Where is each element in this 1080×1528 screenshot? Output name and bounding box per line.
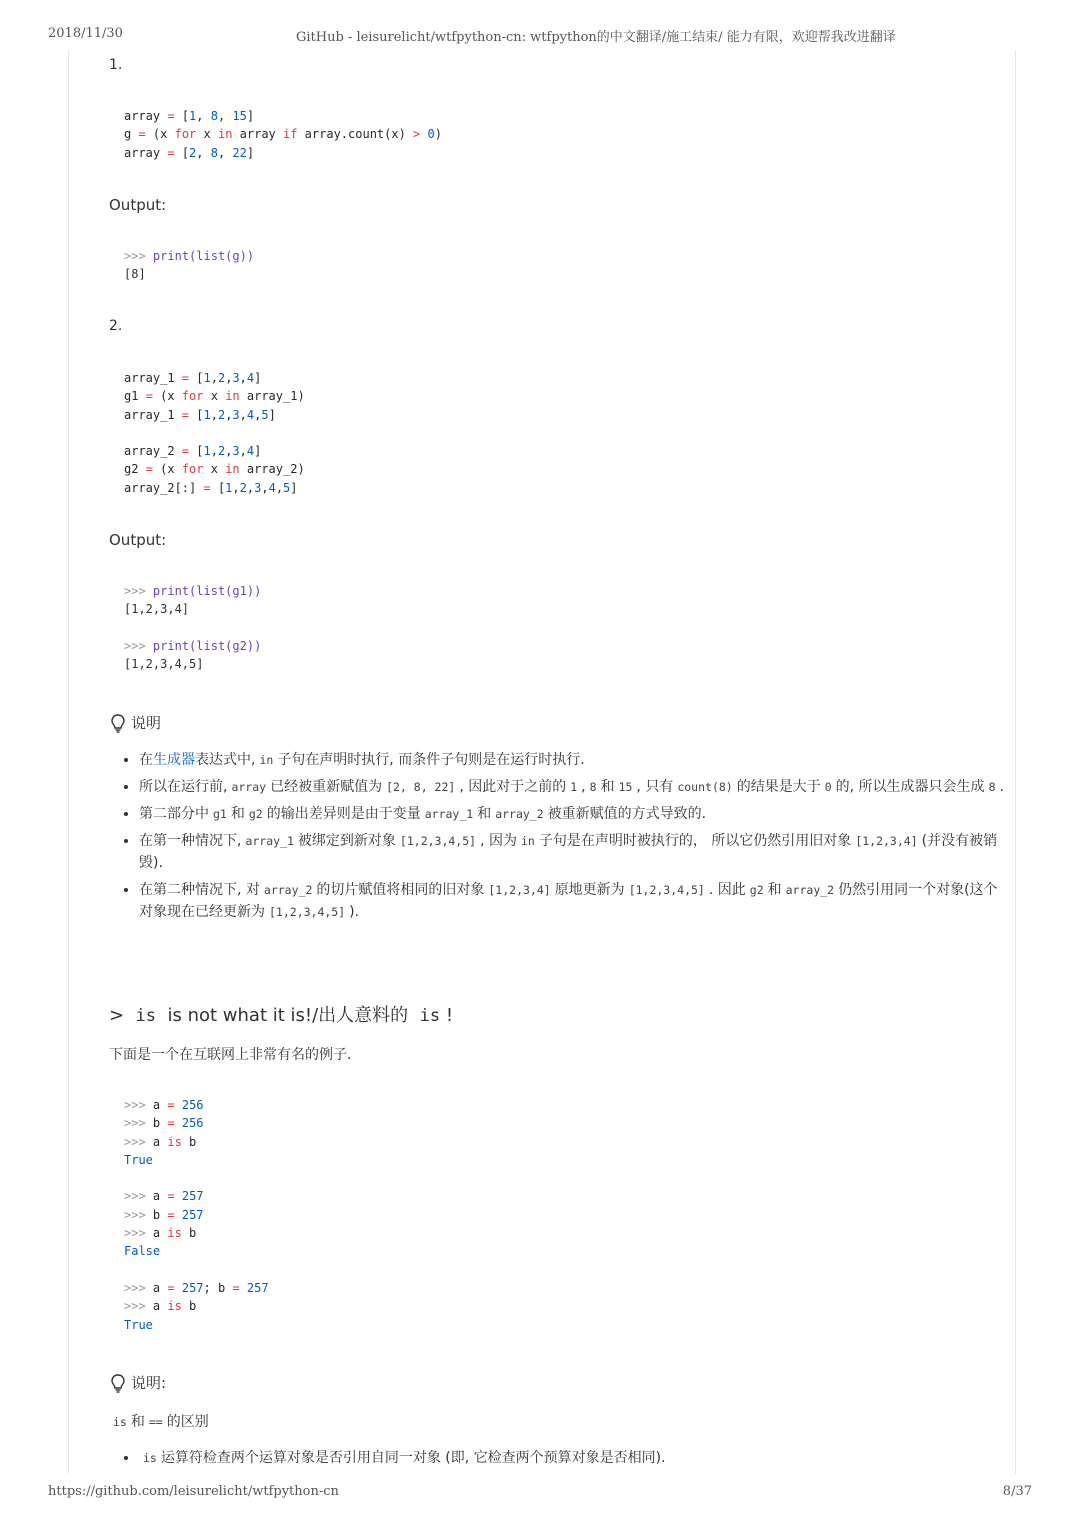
- output-expr-g2: print(list(g2)): [152, 638, 262, 653]
- output-expr-g1: print(list(g1)): [152, 584, 262, 598]
- item-number-1: 1.: [109, 57, 123, 73]
- article-body: [68, 50, 1016, 1474]
- page-number: 8/37: [1002, 1484, 1032, 1499]
- explanation-heading-text: 说明: [131, 714, 162, 732]
- explanation-heading: [109, 712, 161, 733]
- section-marker: >: [109, 1005, 125, 1026]
- section-intro: 下面是一个在互联网上非常有名的例子.: [109, 1047, 352, 1063]
- output-result: [8]: [124, 267, 146, 282]
- lightbulb-icon: [109, 713, 127, 733]
- print-footer: [48, 1484, 1032, 1504]
- item-number-2: 2.: [109, 318, 123, 334]
- code-block-1: array = [1, 8, 15] g = (x for x in array if array.count(x) > 0) array = [2, 8, 22]: [124, 109, 442, 160]
- list-item: • 在生成器表达式中, in 子句在声明时执行, 而条件子句则是在运行时执行.: [139, 749, 1009, 771]
- list-item: • 在第二种情况下, 对 array_2 的切片赋值将相同的旧对象 [1,2,3,4] 原地更新为 [1,2,3,4,5] . 因此 g2 和 array_2 仍然引用同一个对象(这个对象现在已经更新为 [1,2,3,4,5] ).: [139, 879, 1009, 923]
- output-block-2: >>> print(list(g1)) [1,2,3,4] >>> print(list(g2)) [1,2,3,4,5]: [124, 584, 262, 672]
- section-heading: > is is not what it is!/出人意料的 is !: [109, 1005, 454, 1026]
- footer-url: https://github.com/leisurelicht/wtfpython-cn: [48, 1484, 339, 1499]
- code-block-2: array_1 = [1,2,3,4] g1 = (x for x in array_1) array_1 = [1,2,3,4,5] array_2 = [1,2,3,4] g2 = (x for x in array_2) array_2[:] = [1,2,3,4,5]: [124, 371, 305, 495]
- generator-link[interactable]: 生成器: [153, 752, 195, 768]
- output-label-1: Output:: [109, 196, 167, 214]
- list-item: • is 运算符检查两个运算对象是否引用自同一对象 (即, 它检查两个预算对象是否相同).: [139, 1447, 1009, 1469]
- output-label-2: Output:: [109, 531, 167, 549]
- output-block-1: >>> print(list(g)) [8]: [124, 249, 255, 282]
- is-vs-eq-subheading: is 和 == 的区别: [113, 1414, 209, 1430]
- print-date: 2018/11/30: [48, 26, 123, 41]
- list-item: • 在第一种情况下, array_1 被绑定到新对象 [1,2,3,4,5] , 因为 in 子句是在声明时被执行的， 所以它仍然引用旧对象 [1,2,3,4] (并没有被销毁).: [139, 830, 1009, 874]
- lightbulb-icon: [109, 1373, 127, 1393]
- output-result-g2: [1,2,3,4,5]: [124, 657, 204, 672]
- list-item: • 所以在运行前, array 已经被重新赋值为 [2, 8, 22] , 因此对于之前的 1 , 8 和 15 , 只有 count(8) 的结果是大于 0 的, 所以生成器只会生成 8 .: [139, 776, 1009, 798]
- explanation-list: [109, 749, 1009, 928]
- list-item: • 第二部分中 g1 和 g2 的输出差异则是由于变量 array_1 和 array_2 被重新赋值的方式导致的.: [139, 803, 1009, 825]
- print-title: GitHub - leisurelicht/wtfpython-cn: wtfpython的中文翻译/施工结束/ 能力有限，欢迎帮我改进翻译: [296, 30, 896, 45]
- output-expr: print(list(g)): [152, 249, 255, 263]
- output-result-g1: [1,2,3,4]: [124, 602, 190, 617]
- print-header: [48, 26, 1032, 46]
- explanation-list-2: [109, 1447, 1009, 1474]
- explanation-heading-2: [109, 1372, 166, 1393]
- code-block-is: >>> a = 256 >>> b = 256 >>> a is b True >>> a = 257 >>> b = 257 >>> a is b False >>> a = 257; b = 257 >>> a is b True: [124, 1098, 269, 1332]
- explanation-heading-2-text: 说明:: [131, 1374, 167, 1392]
